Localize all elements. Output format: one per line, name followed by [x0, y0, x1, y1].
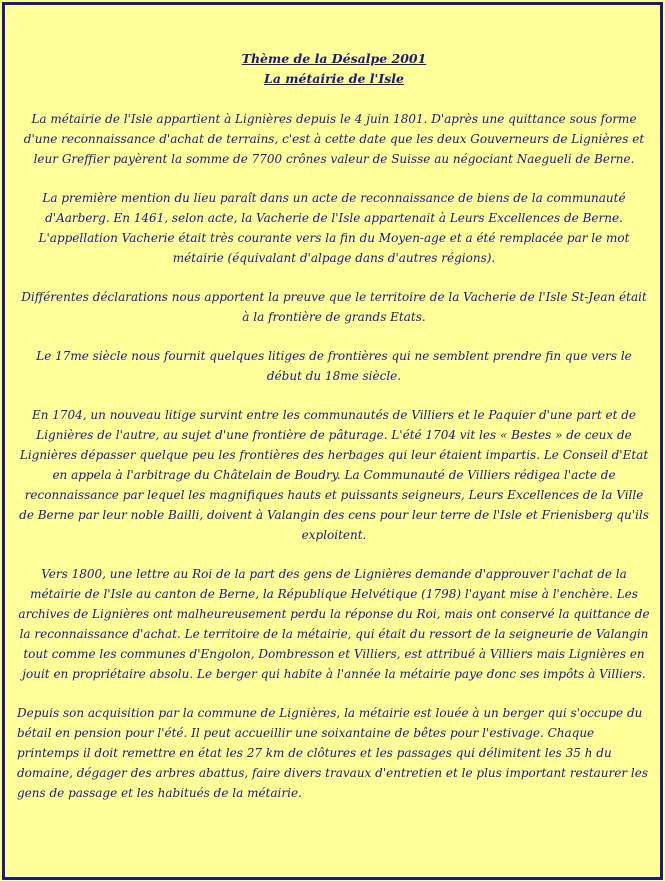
page-frame: [2, 2, 663, 880]
paragraph-5: En 1704, un nouveau litige survint entre les communautés de Villiers et le Paquier d'une part et de Lignières de l'autre, au sujet d'une frontière de pâturage. L'été 1704 vit les « Bestes » de ceux de Lignières dépasser quelque peu les frontières des herbages qui leur étaient impartis. Le Conseil d'Etat en appela à l'arbitrage du Châtelain de Boudry. La Communauté de Villiers rédigea l'acte de reconnaissance par lequel les magnifiques hauts et puissants seigneurs, Leurs Excellences de la Ville de Berne par leur noble Bailli, doivent à Valangin des cens pour leur terre de l'Isle et Frienisberg qu'ils exploitent.: [19, 408, 649, 542]
title-block: [17, 49, 651, 89]
paragraph-1: La métairie de l'Isle appartient à Lignières depuis le 4 juin 1801. D'après une quittance sous forme d'une reconnaissance d'achat de terrains, c'est à cette date que les deux Gouverneurs de Lignières et leur Greffier payèrent la somme de 7700 crônes valeur de Suisse au négociant Naegueli de Berne.: [23, 112, 645, 166]
page-subtitle: La métairie de l'Isle: [264, 71, 404, 86]
document-body: [17, 49, 651, 803]
paragraph-6: Vers 1800, une lettre au Roi de la part des gens de Lignières demande d'approuver l'achat de la métairie de l'Isle au canton de Berne, la République Helvétique (1798) l'ayant mise à l'enchère. Les archives de Lignières ont malheureusement perdu la réponse du Roi, mais ont conservé la quittance de la reconnaissance d'achat. Le territoire de la métairie, qui était du ressort de la seigneurie de Valangin tout comme les communes d'Engolon, Dombresson et Villiers, est attribué à Villiers mais Lignières en jouit en propriétaire absolu. Le berger qui habite à l'année la métairie paye donc ses impôts à Villiers.: [18, 567, 650, 681]
paragraph-7: Depuis son acquisition par la commune de Lignières, la métairie est louée à un berger qui s'occupe du bétail en pension pour l'été. Il peut accueillir une soixantaine de bêtes pour l'estivage. Chaque printemps il doit remettre en état les 27 km de clôtures et les passages qui délimitent les 35 h du domaine, dégager des arbres abattus, faire divers travaux d'entretien et le plus important restaurer les gens de passage et les habitués de la métairie.: [17, 706, 649, 800]
paragraph-2: La première mention du lieu paraît dans un acte de reconnaissance de biens de la communauté d'Aarberg. En 1461, selon acte, la Vacherie de l'Isle appartenait à Leurs Excellences de Berne. L'appellation Vacherie était très courante vers la fin du Moyen-age et a été remplacée par le mot métairie (équivalant d'alpage dans d'autres régions).: [38, 191, 630, 265]
page-title: Thème de la Désalpe 2001: [241, 51, 427, 66]
paragraph-3: Différentes déclarations nous apportent la preuve que le territoire de la Vacherie de l'Isle St-Jean était à la frontière de grands Etats.: [21, 290, 647, 324]
paragraph-4: Le 17me siècle nous fournit quelques litiges de frontières qui ne semblent prendre fin que vers le début du 18me siècle.: [36, 349, 632, 383]
